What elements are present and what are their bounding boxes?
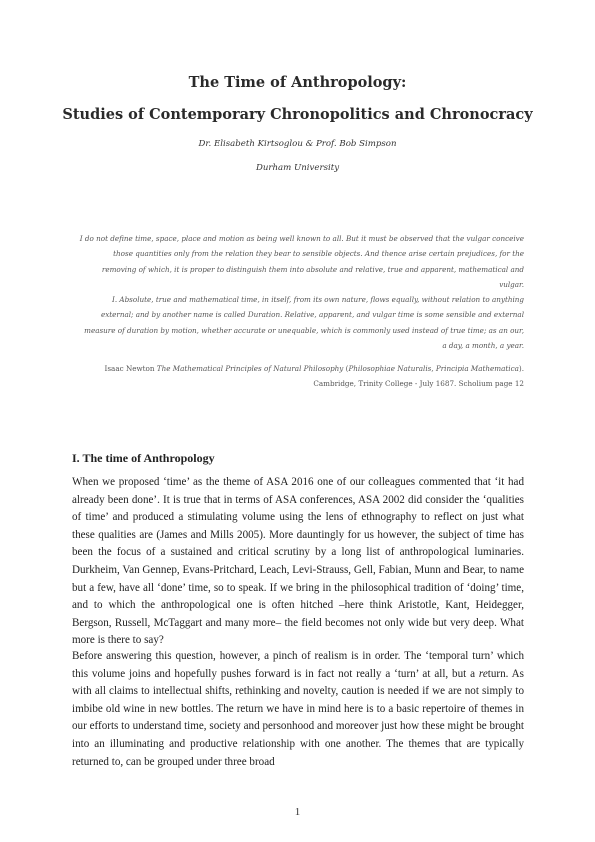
citation-latin-title: Philosophiae Naturalis, Principia Mathematica [348, 364, 519, 373]
citation-open: ( [345, 364, 349, 373]
epigraph-paragraph-1: I do not define time, space, place and motion as being well known to all. But it must be observed that the vulgar conceive those quantities only from the relation they bear to sensible objects. And thence arise certain prejudices, for the removing of which, it is proper to distinguish them into absolute and relative, true and apparent, mathematical and vulgar. [79, 234, 524, 289]
body-paragraph-2 [72, 648, 524, 771]
citation-author: Isaac Newton [104, 364, 155, 373]
body-paragraph-2-part-a: Before answering this question, however, a pinch of realism is in order. The ‘temporal turn’ which this volume joins and hopefully pushes forward is in fact not really a ‘turn’ at all, but a [72, 650, 524, 680]
paper-title-line-2: Studies of Contemporary Chronopolitics and Chronocracy [62, 106, 533, 123]
citation-work: The Mathematical Principles of Natural Philosophy [156, 364, 344, 373]
body-paragraph-2-part-b: turn. As with all claims to intellectual shifts, rethinking and novelty, caution is needed if we are not simply to imbibe old wine in new bottles. The return we have in mind here is to a basic repertoire of themes in our efforts to understand time, society and personhood and moreover just how these might be brought into an illuminating and productive relationship with one another. The themes that are typically returned to, can be grouped under three broad [72, 667, 525, 768]
epigraph-citation [78, 361, 524, 392]
page-number: 1 [294, 806, 301, 818]
citation-tail: ). Cambridge, Trinity College - July 1687. Scholium page 12 [313, 364, 524, 389]
body-paragraph-2-emphasis: re [478, 667, 488, 680]
affiliation: Durham University [255, 163, 340, 173]
paper-title-line-1: The Time of Anthropology: [188, 74, 407, 91]
authors: Dr. Elisabeth Kirtsoglou & Prof. Bob Simpson [198, 139, 397, 149]
body-paragraph-1: When we proposed ‘time’ as the theme of ASA 2016 one of our colleagues commented that ‘it had already been done’. It is true that in terms of ASA conferences, ASA 2002 did consider the ‘qualities of time’ and produced a stimulating volume using the lens of ethnography to reflect on just what these qualities are (James and Mills 2005). More dauntingly for us however, the subject of time has been the focus of a sustained and critical scrutiny by a long list of anthropological luminaries. Durkheim, Van Gennep, Evans-Pritchard, Leach, Levi-Strauss, Gell, Fabian, Munn and Bear, to name but a few, have all ‘done’ time, so to speak. If we bring in the philosophical tradition of ‘doing’ time, and to which the anthropological one is often hitched –here think Aristotle, Kant, Heidegger, Bergson, Russell, McTaggart and many more– the field becomes not only wide but very deep. What more is there to say? [72, 476, 524, 647]
section-heading: I. The time of Anthropology [72, 451, 215, 465]
epigraph-paragraph-2: I. Absolute, true and mathematical time, in itself, from its own nature, flows equally, without relation to anything external; and by another name is called Duration. Relative, apparent, and vulgar time is some sensible and external measure of duration by motion, whether accurate or unequable, which is commonly used instead of true time; as an our, a day, a month, a year. [84, 295, 524, 350]
